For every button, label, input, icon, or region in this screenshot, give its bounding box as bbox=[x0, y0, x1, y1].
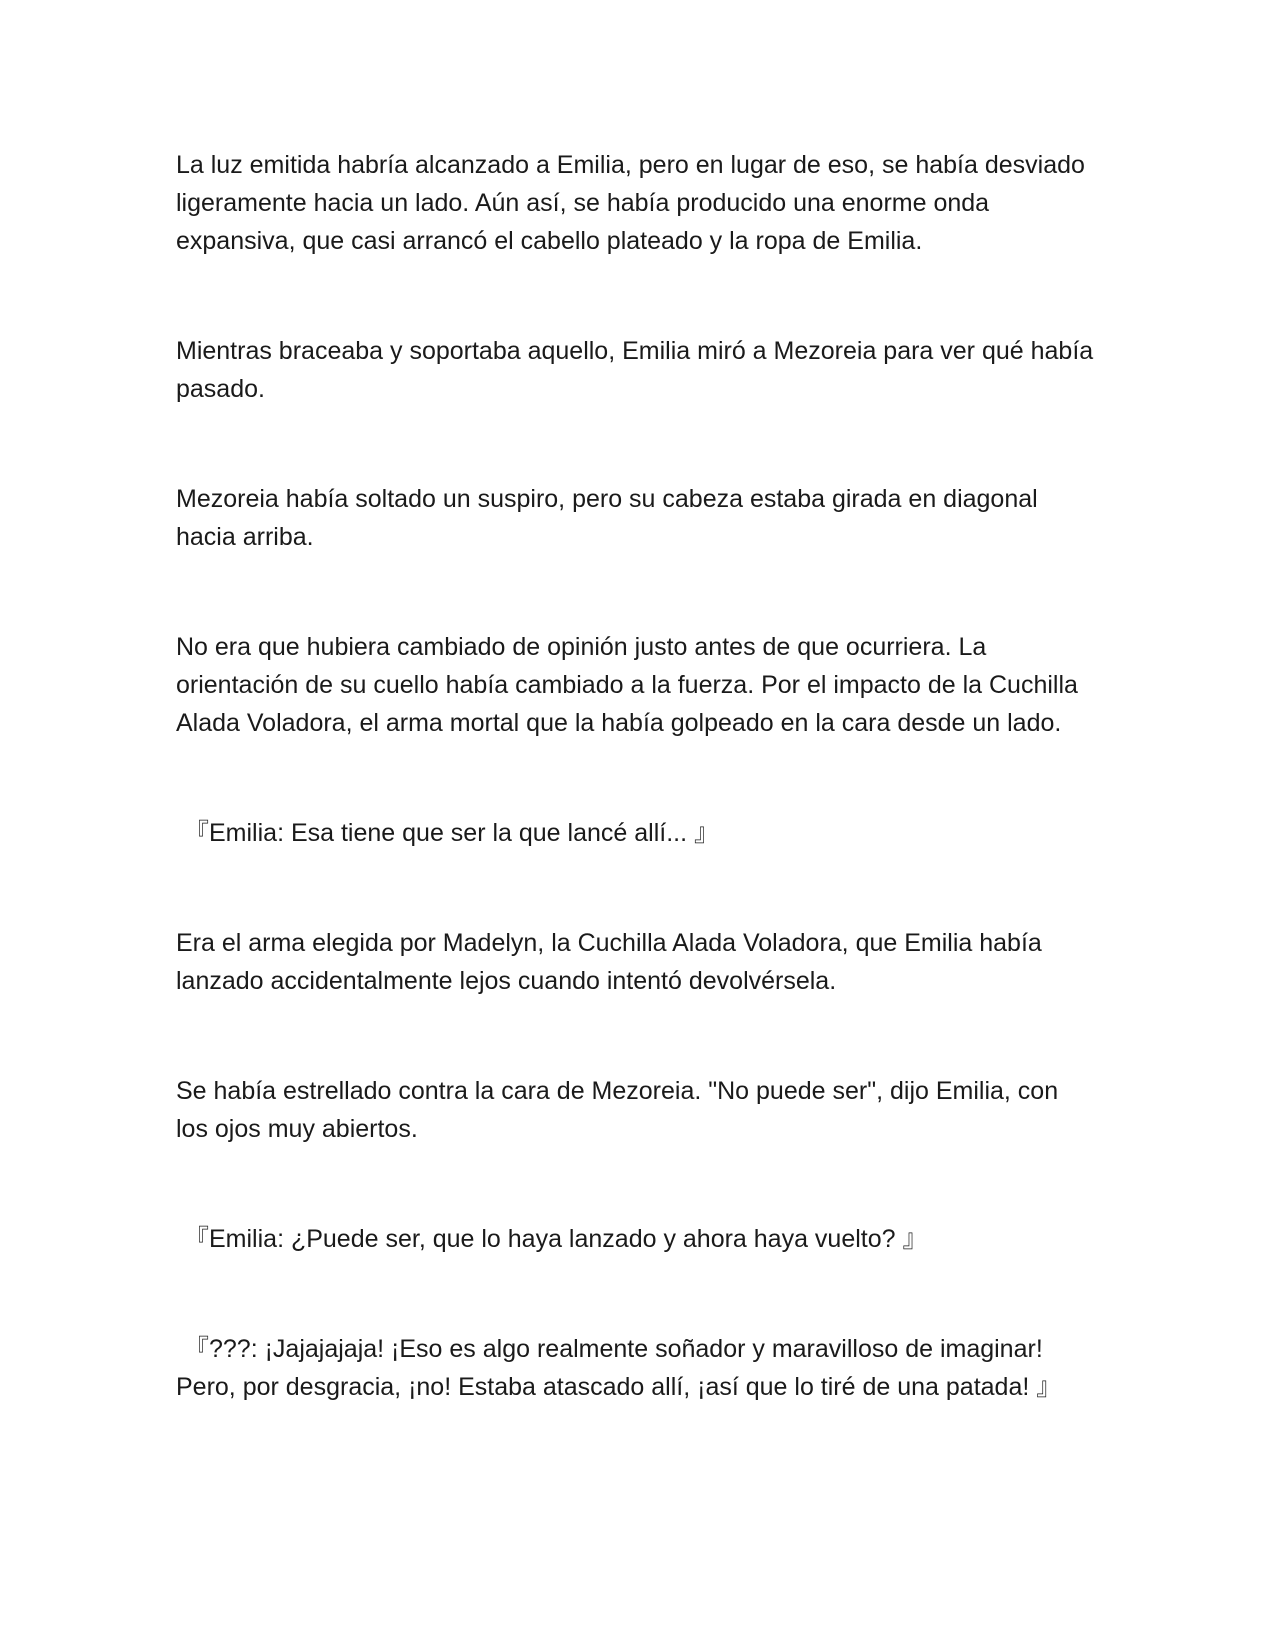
paragraph-6: Se había estrellado contra la cara de Mezoreia. "No puede ser", dijo Emilia, con los ojos muy abiertos. bbox=[176, 1077, 1059, 1143]
paragraph-4: No era que hubiera cambiado de opinión justo antes de que ocurriera. La orientación de su cuello había cambiado a la fuerza. Por el impacto de la Cuchilla Alada Voladora, el arma mortal que la había golpeado en la cara desde un lado. bbox=[176, 633, 1078, 737]
paragraph-2: Mientras braceaba y soportaba aquello, Emilia miró a Mezoreia para ver qué había pasado. bbox=[176, 337, 1094, 403]
dialogue-line-3: 『???: ¡Jajajajaja! ¡Eso es algo realmente soñador y maravilloso de imaginar! Pero, por desgracia, ¡no! Estaba atascado allí, ¡así que lo tiré de una patada! 』 bbox=[176, 1335, 1062, 1401]
dialogue-line-1: 『Emilia: Esa tiene que ser la que lancé allí... 』 bbox=[184, 819, 719, 847]
paragraph-3: Mezoreia había soltado un suspiro, pero su cabeza estaba girada en diagonal hacia arriba. bbox=[176, 485, 1038, 551]
paragraph-5: Era el arma elegida por Madelyn, la Cuchilla Alada Voladora, que Emilia había lanzado accidentalmente lejos cuando intentó devolvérsela. bbox=[176, 929, 1042, 995]
document-body bbox=[176, 146, 1096, 1478]
paragraph-1: La luz emitida habría alcanzado a Emilia, pero en lugar de eso, se había desviado ligeramente hacia un lado. Aún así, se había producido una enorme onda expansiva, que casi arrancó el cabello plateado y la ropa de Emilia. bbox=[176, 151, 1085, 255]
dialogue-line-2: 『Emilia: ¿Puede ser, que lo haya lanzado y ahora haya vuelto? 』 bbox=[184, 1225, 928, 1253]
